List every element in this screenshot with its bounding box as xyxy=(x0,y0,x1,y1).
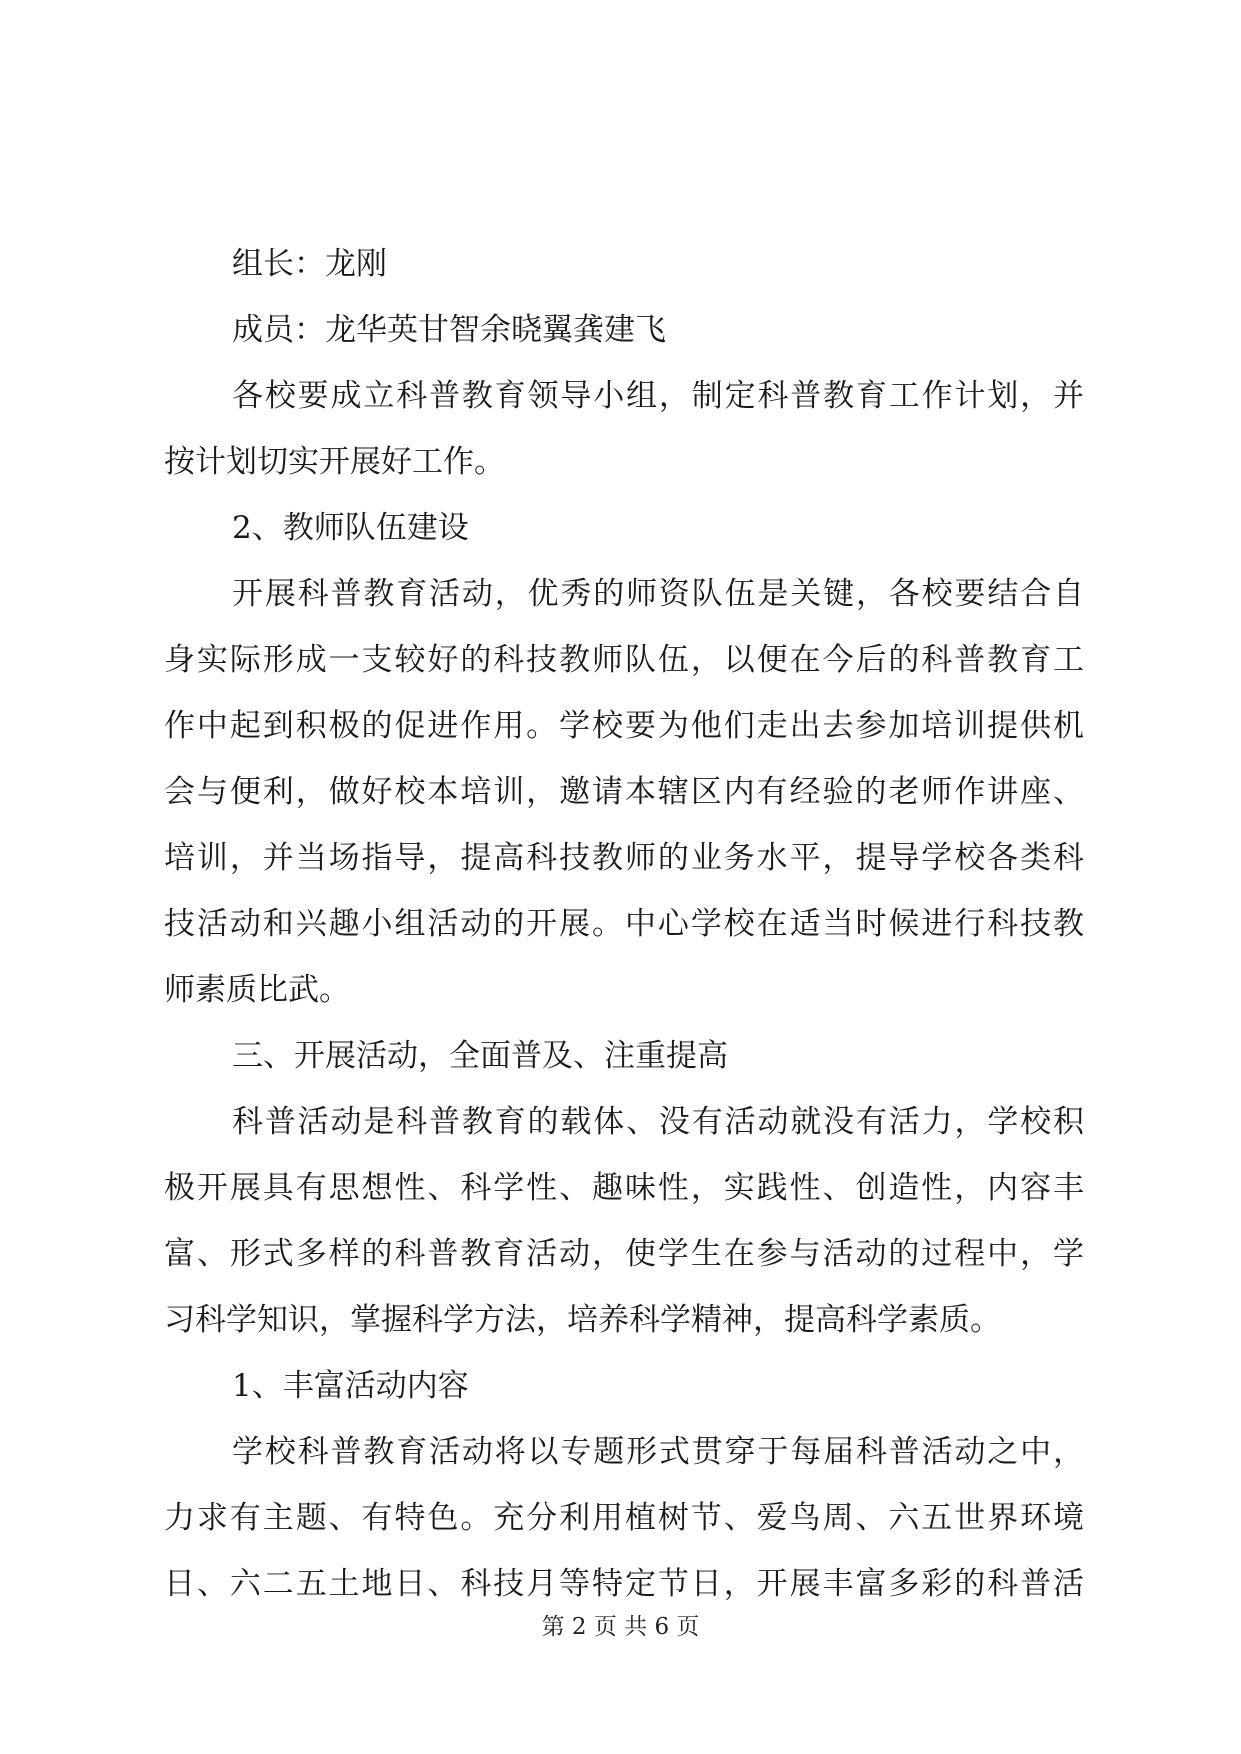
text-line: 习科学知识，掌握科学方法，培养科学精神，提高科学素质。 xyxy=(164,1302,1001,1338)
text-line: 2、教师队伍建设 xyxy=(232,510,469,546)
page-footer: 第 2 页 共 6 页 xyxy=(541,1614,700,1640)
text-line: 组长：龙刚 xyxy=(232,246,387,282)
text-line: 三、开展活动，全面普及、注重提高 xyxy=(232,1038,728,1074)
document-body xyxy=(164,231,1084,1617)
text-line: 力求有主题、有特色。充分利用植树节、爱鸟周、六五世界环境 xyxy=(164,1500,1084,1536)
text-line: 成员：龙华英甘智余晓翼龚建飞 xyxy=(232,312,666,348)
text-line: 学校科普教育活动将以专题形式贯穿于每届科普活动之中， xyxy=(232,1434,1084,1470)
text-line: 日、六二五土地日、科技月等特定节日，开展丰富多彩的科普活 xyxy=(164,1566,1084,1602)
text-line: 会与便利，做好校本培训，邀请本辖区内有经验的老师作讲座、 xyxy=(164,774,1084,810)
text-line: 富、形式多样的科普教育活动，使学生在参与活动的过程中，学 xyxy=(164,1236,1084,1272)
text-line: 开展科普教育活动，优秀的师资队伍是关键，各校要结合自 xyxy=(232,576,1084,612)
text-line: 培训，并当场指导，提高科技教师的业务水平，提导学校各类科 xyxy=(164,840,1084,876)
text-line: 科普活动是科普教育的载体、没有活动就没有活力，学校积 xyxy=(232,1104,1084,1140)
text-line: 技活动和兴趣小组活动的开展。中心学校在适当时候进行科技教 xyxy=(164,906,1084,942)
text-line: 各校要成立科普教育领导小组，制定科普教育工作计划，并 xyxy=(232,378,1084,414)
text-line: 按计划切实开展好工作。 xyxy=(164,444,505,480)
text-line: 极开展具有思想性、科学性、趣味性，实践性、创造性，内容丰 xyxy=(164,1170,1084,1206)
text-line: 1、丰富活动内容 xyxy=(232,1368,469,1404)
text-line: 作中起到积极的促进作用。学校要为他们走出去参加培训提供机 xyxy=(164,708,1084,744)
text-line: 身实际形成一支较好的科技教师队伍，以便在今后的科普教育工 xyxy=(164,642,1084,678)
text-line: 师素质比武。 xyxy=(164,972,350,1008)
